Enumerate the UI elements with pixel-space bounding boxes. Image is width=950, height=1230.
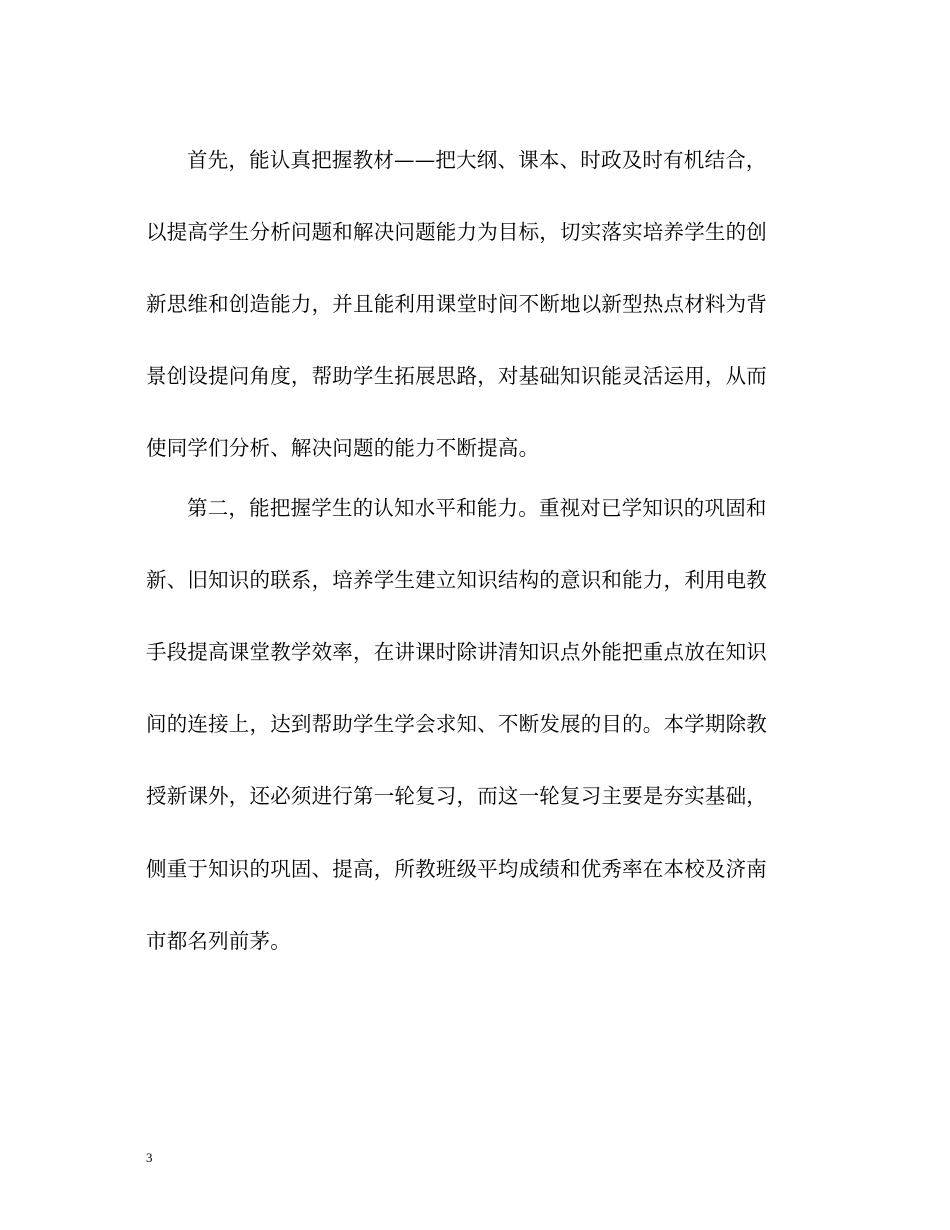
paragraph-line: 以提高学生分析问题和解决问题能力为目标，切实落实培养学生的创: [146, 220, 767, 244]
paragraph-line: 手段提高课堂教学效率，在讲课时除讲清知识点外能把重点放在知识: [146, 640, 767, 664]
paragraph-line: 新思维和创造能力，并且能利用课堂时间不断地以新型热点材料为背: [146, 292, 767, 316]
paragraph-line: 第二，能把握学生的认知水平和能力。重视对已学知识的巩固和: [187, 496, 767, 520]
paragraph-line: 景创设提问角度，帮助学生拓展思路，对基础知识能灵活运用，从而: [146, 364, 767, 388]
page-number: 3: [146, 1150, 153, 1165]
paragraph-line: 授新课外，还必须进行第一轮复习，而这一轮复习主要是夯实基础，: [146, 784, 767, 808]
paragraph-line: 新、旧知识的联系，培养学生建立知识结构的意识和能力，利用电教: [146, 568, 767, 592]
paragraph-line: 首先，能认真把握教材——把大纲、课本、时政及时有机结合，: [187, 148, 767, 172]
paragraph-line: 侧重于知识的巩固、提高，所教班级平均成绩和优秀率在本校及济南: [146, 857, 767, 881]
paragraph-line: 使同学们分析、解决问题的能力不断提高。: [146, 436, 540, 460]
paragraph-line: 市都名列前茅。: [146, 929, 291, 953]
paragraph-line: 间的连接上，达到帮助学生学会求知、不断发展的目的。本学期除教: [146, 712, 767, 736]
